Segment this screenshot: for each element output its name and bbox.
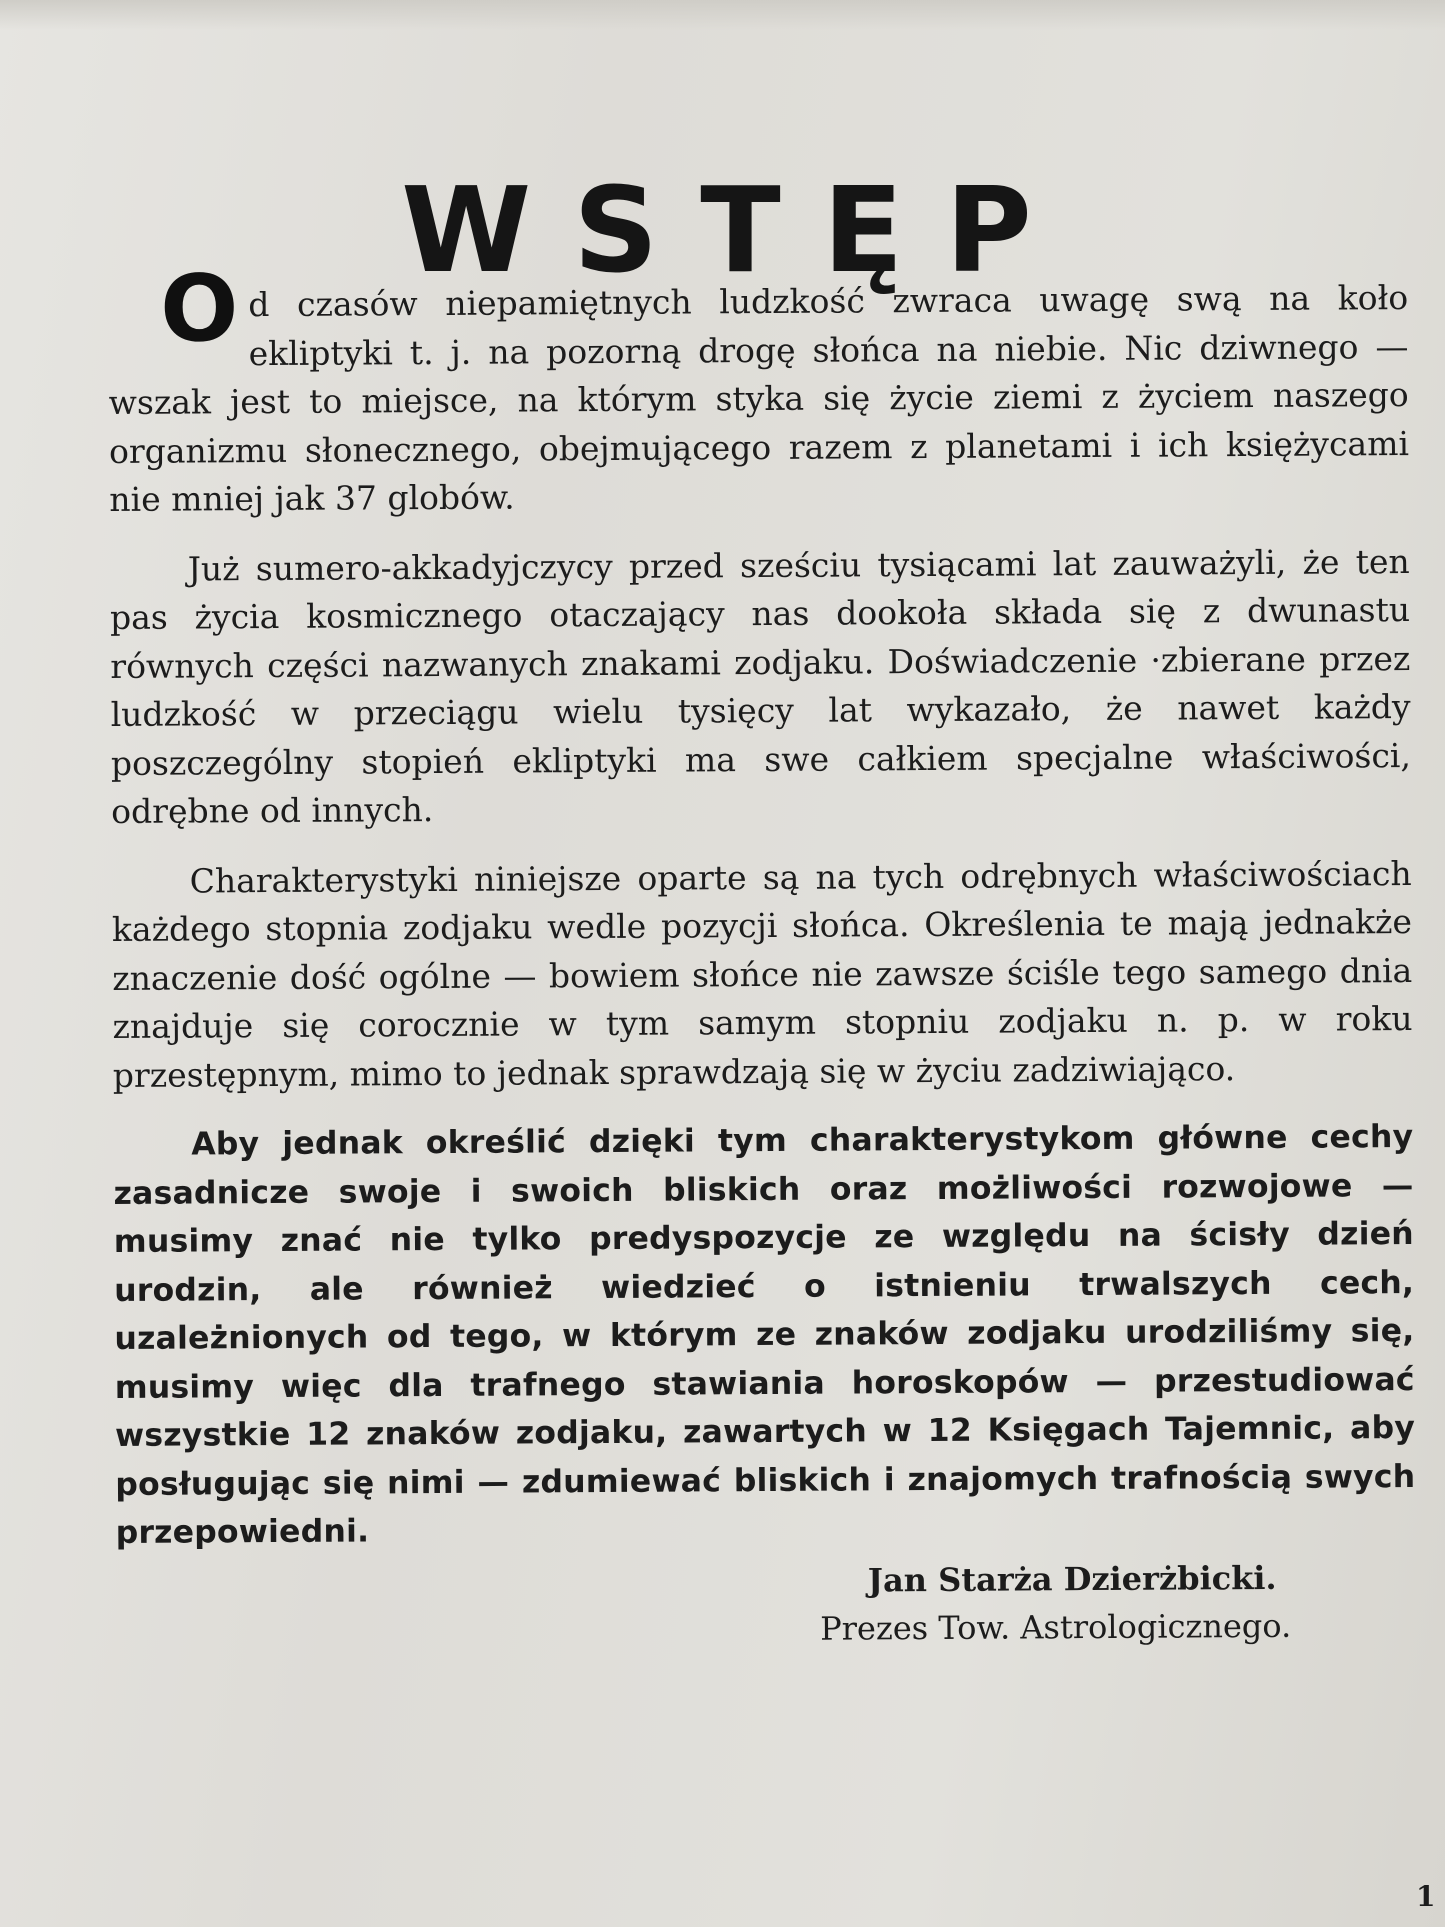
page-top-shadow	[0, 0, 1445, 30]
paragraph-4: Aby jednak określić dzięki tym charakterystykom główne cechy zasadnicze swoje i swoich bliskich oraz możliwości rozwojowe — musimy znać nie tylko predyspozycje ze względu na ścisły dzień urodzin, ale również wiedzieć o istnieniu trwalszych cech, uzależnionych od tego, w którym ze znaków zodjaku urodziliśmy się, musimy więc dla trafnego stawiania horoskopów — przestudiować wszystkie 12 znaków zodjaku, zawartych w 12 Księgach Tajemnic, aby posługując się nimi — zdumiewać bliskich i znajomych trafnością swych przepowiedni.	[113, 1119, 1416, 1551]
drop-cap: O	[159, 255, 239, 363]
author-name: Jan Starża Dzierżbicki.	[867, 1558, 1277, 1600]
paragraph-2: Już sumero-akkadyjczycy przed sześciu tysiącami lat zauważyli, że ten pas życia kosmicznego otaczający nas dookoła składa się z dwunastu równych części nazwanych znakami zodjaku. Doświadczenie ·zbierane przez ludzkość w przeciągu wielu tysięcy lat wykazało, że nawet każdy poszczególny stopień ekliptyki ma swe całkiem specjalne właściwości, odrębne od innych.	[109, 541, 1412, 831]
paragraph-1-text: d czasów niepamiętnych ludzkość zwraca uwagę swą na koło ekliptyki t. j. na pozorną drogę słońca na niebie. Nic dziwnego — wszak jest to miejsce, na którym styka się życie ziemi z życiem naszego organizmu słonecznego, obejmującego razem z planetami i ich księżycami nie mniej jak 37 globów.	[108, 278, 1410, 519]
page-number: 1	[1416, 1880, 1436, 1913]
paragraph-1	[108, 255, 1410, 524]
author-role: Prezes Tow. Astrologicznego.	[820, 1606, 1292, 1648]
paragraph-3: Charakterystyki niniejsze oparte są na tych odrębnych właściwościach każdego stopnia zodjaku wedle pozycji słońca. Określenia te mają jednakże znaczenie dość ogólne — bowiem słońce nie zawsze ściśle tego samego dnia znajduje się corocznie w tym samym stopniu zodjaku n. p. w roku przestępnym, mimo to jednak sprawdzają się w życiu zadziwiająco.	[111, 853, 1413, 1095]
body-text	[108, 255, 1416, 1578]
page-title: WSTĘP	[401, 161, 1074, 300]
signature-block	[820, 1553, 1381, 1652]
